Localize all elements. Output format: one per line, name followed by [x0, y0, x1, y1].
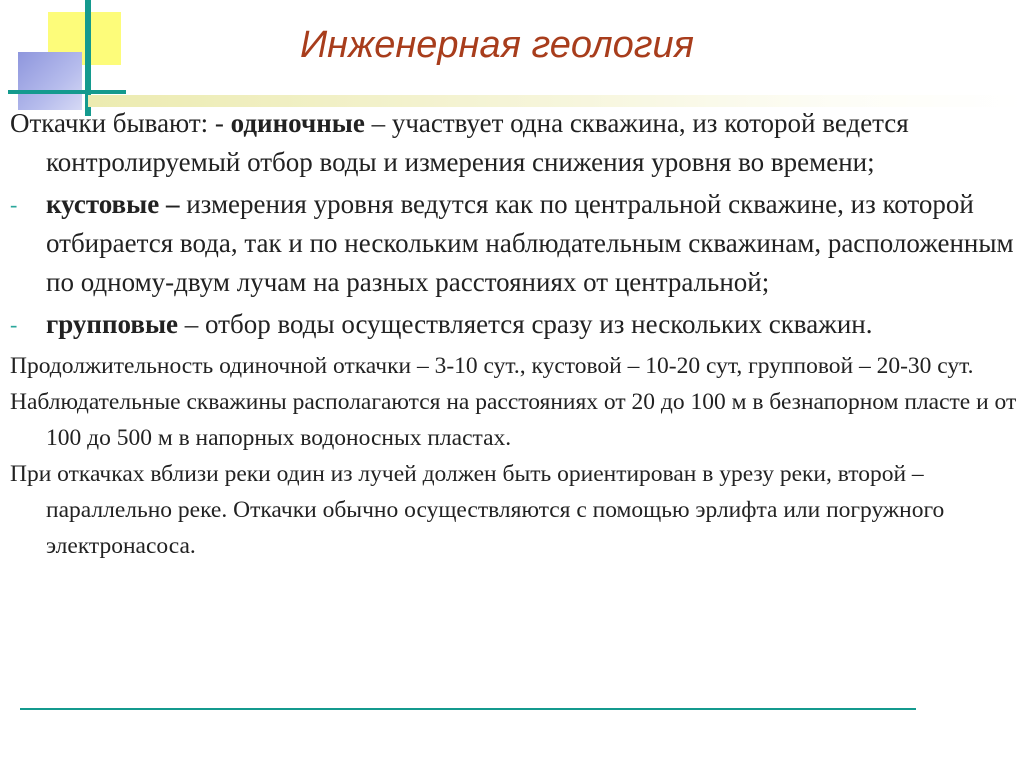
note-river-pumping: При откачках вблизи реки один из лучей должен быть ориентирован в урезу реки, второй – параллельно реке. Откачки обычно осуществляются с помощью эрлифта или погружного электронасоса. — [10, 461, 945, 559]
intro-paragraph — [10, 104, 1020, 182]
bullet-term: групповые — [46, 309, 179, 339]
slide-title: Инженерная геология — [300, 24, 694, 66]
note-observation-wells: Наблюдательные скважины располагаются на расстояниях от 20 до 100 м в безнапорном пласте и от 100 до 500 м в напорных водоносных пластах. — [10, 389, 1017, 451]
intro-lead: Откачки бывают: - — [10, 108, 231, 138]
slide-body — [10, 104, 1020, 564]
bullet-description: отбор воды осуществляется сразу из нескольких скважин. — [205, 309, 873, 339]
bullet-term: кустовые — [46, 189, 160, 219]
note-duration: Продолжительность одиночной откачки – 3-10 сут., кустовой – 10-20 сут, групповой – 20-30 сут. — [10, 353, 974, 379]
bullet-item-group — [10, 305, 1020, 344]
decor-horizontal-line — [8, 90, 126, 94]
bullet-description: измерения уровня ведутся как по центральной скважине, из которой отбирается вода, так и по нескольким наблюдательным скважинам, расположенным по одному-двум лучам на разных расстояниях от центральной; — [46, 189, 1014, 297]
bullet-connector: – — [178, 309, 206, 339]
decor-blue-square — [18, 52, 82, 110]
bullet-dash-icon: - — [10, 312, 18, 337]
bullet-item-cluster — [10, 185, 1020, 302]
intro-rest: – участвует одна скважина, из которой ведется контролируемый отбор воды и измерения снижения уровня во времени; — [46, 108, 909, 177]
bullet-dash-icon: - — [10, 192, 18, 217]
intro-term: одиночные — [230, 108, 365, 138]
decor-underline-rule — [20, 708, 916, 710]
bullet-connector: – — [159, 189, 187, 219]
